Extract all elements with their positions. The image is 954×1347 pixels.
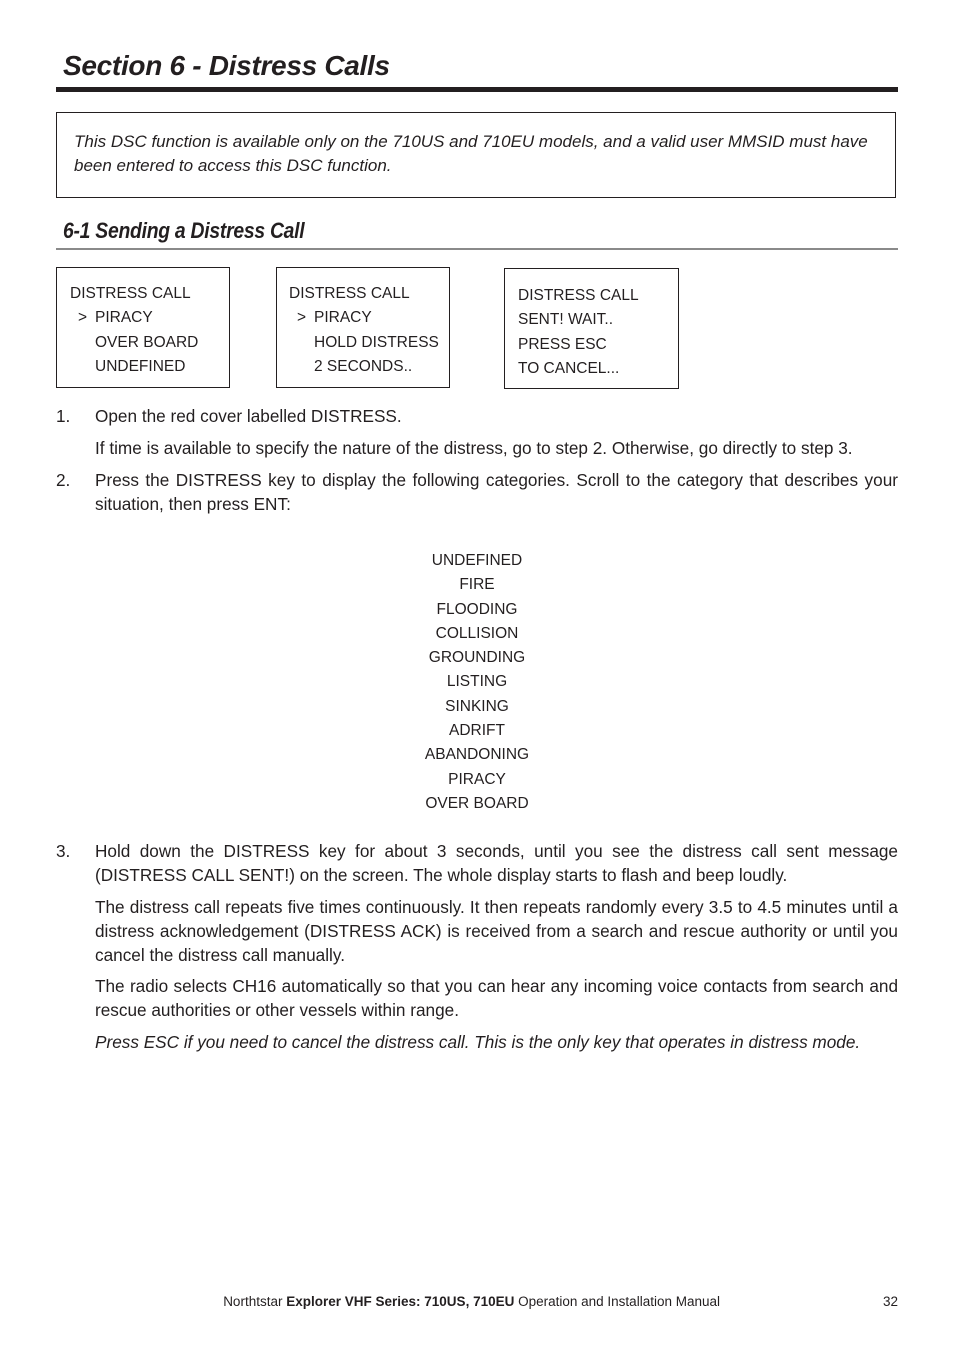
list-item: LISTING — [446, 673, 508, 691]
step-1-text: Open the red cover labelled DISTRESS. — [95, 406, 402, 426]
list-item: UNDEFINED — [431, 552, 523, 569]
list-item: FIRE — [459, 576, 495, 594]
list-item: OVER BOARD — [425, 794, 529, 812]
screen-line: 2 SECONDS.. — [314, 357, 413, 375]
screen-line-text: PIRACY — [95, 309, 153, 327]
display-screen-hold — [276, 267, 450, 388]
screen-line: PRESS ESC — [518, 335, 607, 353]
step-1-extra: If time is available to specify the nature of the distress, go to step 2. Otherwise, go directly to step 3. — [95, 438, 853, 458]
screen-line-selected — [289, 306, 449, 330]
screen-line: DISTRESS CALL — [70, 285, 191, 302]
screen-line: UNDEFINED — [95, 357, 186, 375]
list-item: GROUNDING — [428, 649, 526, 667]
step-3-para-3: The radio selects CH16 automatically so that you can hear any incoming voice contacts from search and rescue authorities or other vessels within range. — [95, 976, 898, 1020]
list-item: ADRIFT — [449, 722, 505, 740]
list-item: PIRACY — [448, 770, 506, 788]
list-item: FLOODING — [436, 600, 518, 618]
selection-arrow: > — [78, 309, 88, 327]
footer-product: Explorer VHF Series: 710US, 710EU — [286, 1294, 515, 1309]
list-item: ABANDONING — [424, 746, 530, 764]
screen-line-selected — [70, 306, 229, 330]
page-footer — [100, 1294, 720, 1309]
display-screen-sent — [504, 268, 679, 389]
selection-arrow: > — [297, 309, 307, 327]
screen-line: TO CANCEL... — [518, 359, 620, 377]
distress-category-list — [377, 549, 577, 816]
step-3-text: Hold down the DISTRESS key for about 3 seconds, until you see the distress call sent message (DISTRESS CALL SENT!) on the screen. The whole display starts to flash and beep loudly. — [95, 841, 898, 885]
subsection-rule — [56, 248, 898, 250]
step-3-para-2: The distress call repeats five times continuously. It then repeats randomly every 3.5 to 4.5 minutes until a distress acknowledgement (DISTRESS ACK) is received from a search and rescue authority or until you cancel the distress call manually. — [95, 897, 898, 965]
footer-brand: Northtstar — [223, 1294, 283, 1309]
screen-line: DISTRESS CALL — [518, 287, 639, 304]
list-item: COLLISION — [435, 624, 519, 642]
section-title: Section 6 - Distress Calls — [63, 50, 390, 81]
step-number: 1. — [56, 406, 71, 426]
screen-line: HOLD DISTRESS — [314, 333, 439, 351]
display-screen-select — [56, 267, 230, 388]
screen-line: SENT! WAIT.. — [518, 311, 614, 329]
subsection-title: 6-1 Sending a Distress Call — [63, 218, 305, 243]
screen-line-text: PIRACY — [314, 309, 372, 327]
page-number: 32 — [882, 1294, 898, 1309]
list-item: SINKING — [445, 697, 509, 715]
step-number: 2. — [56, 470, 71, 490]
step-3-note: Press ESC if you need to cancel the distress call. This is the only key that operates in distress mode. — [95, 1032, 861, 1052]
screen-line: DISTRESS CALL — [289, 285, 410, 302]
step-2-text: Press the DISTRESS key to display the following categories. Scroll to the category that describes your situation, then press ENT: — [95, 470, 898, 514]
step-number: 3. — [56, 841, 71, 861]
availability-note: This DSC function is available only on the 710US and 710EU models, and a valid user MMSID must have been entered to access this DSC function. — [56, 112, 896, 198]
section-title-rule — [56, 87, 898, 92]
screen-line: OVER BOARD — [95, 333, 199, 351]
footer-suffix: Operation and Installation Manual — [518, 1294, 720, 1309]
